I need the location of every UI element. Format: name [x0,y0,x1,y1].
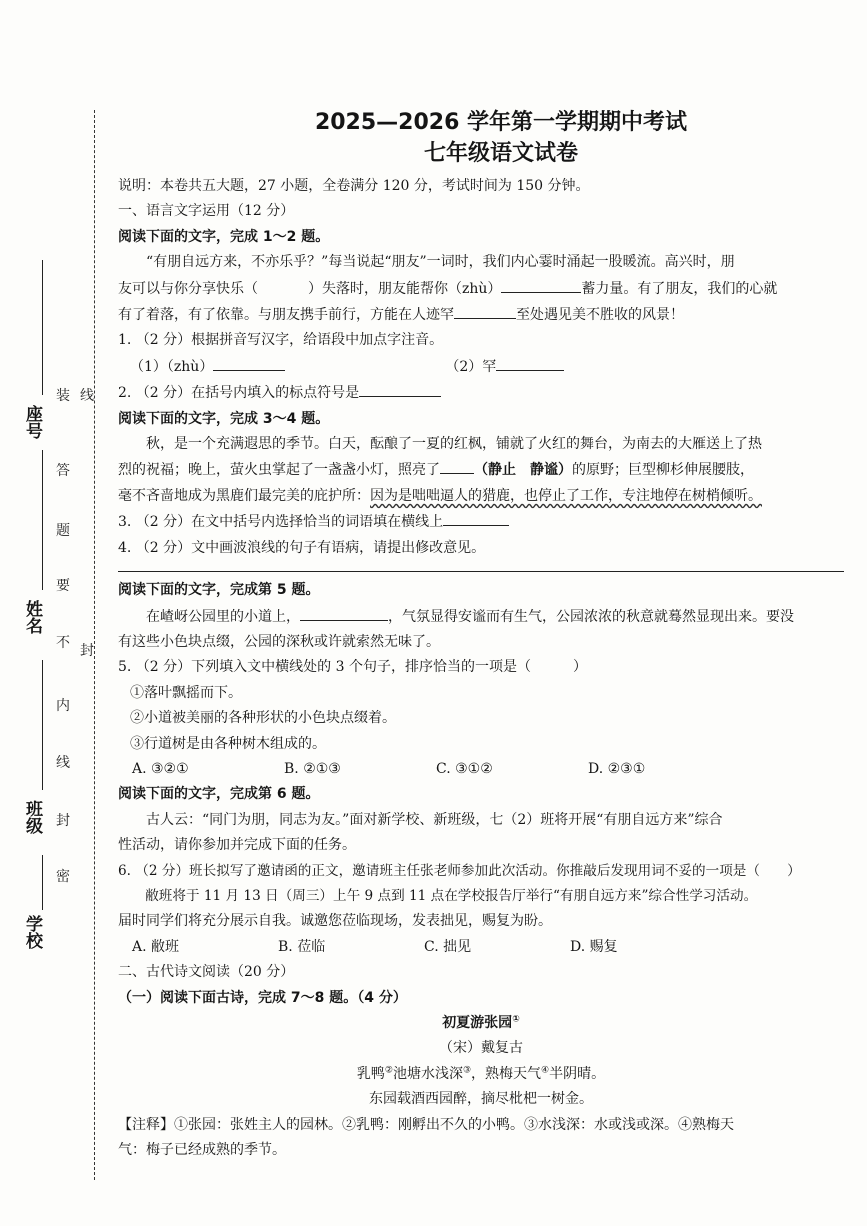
answer-blank[interactable] [213,354,285,371]
school-underline [42,855,43,910]
option-b[interactable]: B. 莅临 [278,938,326,955]
poem-title: 初夏游张园① [442,1014,520,1031]
school-field[interactable] [22,915,56,949]
passage1-line: 有了着落，有了依靠。与朋友携手前行，方能在人迹罕 至处遇见美不胜收的风景！ [118,302,844,328]
wavy-sentence: 因为是咄咄逼人的猎鹿，也停止了工作，专注地停在树梢倾听。 [370,487,762,504]
reading1-prompt: 阅读下面的文字，完成 1～2 题。 [118,228,330,245]
instructions: 说明：本卷共五大题，27 小题，全卷满分 120 分，考试时间为 150 分钟。 [118,178,590,194]
answer-blank[interactable] [496,354,564,371]
passage4-line: 古人云：“同门为朋，同志为友。”面对新学校、新班级，七（2）班将开展“有朋自远方来”综合 [146,811,723,828]
footnote-mark: ① [512,1014,520,1025]
invitation-line: 敝班将于 11 月 13 日（周三）上午 9 点到 11 点在学校报告厅举行“有朋自远方来”综合性学习活动。 [145,887,758,904]
question-2: 2. （2 分）在括号内填入的标点符号是 [118,380,844,406]
poem-author: （宋）戴复古 [439,1040,523,1057]
passage1-line: 友可以与你分享快乐（ ）失落时，朋友能帮你（zhù） 蓄力量。有了朋友，我们的心就 [118,276,844,302]
answer-blank[interactable] [443,509,509,526]
question-1: 1. （2 分）根据拼音写汉字，给语段中加点字注音。 [118,332,444,349]
passage2-line: 秋，是一个充满遐思的季节。白天，酝酿了一夏的红枫，铺就了火红的舞台，为南去的大雁送上了热 [146,436,762,453]
option-a[interactable]: A. 敝班 [132,938,180,955]
option-c[interactable]: C. ③①② [436,760,493,777]
option-d[interactable]: D. 赐复 [570,938,618,955]
question-5-item: ③行道树是由各种树木组成的。 [130,735,326,752]
answer-blank[interactable] [454,302,516,319]
section-divider [118,571,844,572]
option-d[interactable]: D. ②③① [588,760,646,777]
seal-char: 答 [56,463,70,479]
binding-dashed-line [94,110,95,1180]
seal-char: 封 [56,813,70,829]
question-5: 5. （2 分）下列填入文中横线处的 3 个句子，排序恰当的一项是（ ） [118,659,587,676]
passage4-line: 性活动，请你参加并完成下面的任务。 [118,837,356,854]
section2-heading: 二、古代诗文阅读（20 分） [118,964,295,981]
name-underline [42,450,43,590]
seal-char: 封 [80,643,94,659]
seal-char: 要 [56,578,70,594]
reading2-prompt: 阅读下面的文字，完成 3～4 题。 [118,410,330,427]
class-label: 班级 [22,800,42,834]
option-c[interactable]: C. 拙见 [424,938,472,955]
name-label: 姓名 [22,600,42,634]
question-5-item: ②小道被美丽的各种形状的小色块点缀着。 [130,710,396,727]
passage3-line: 有这些小色块点缀，公园的深秋或许就索然无味了。 [118,633,440,650]
passage2-line: 毫不吝啬地成为黑鹿们最完美的庇护所：因为是咄咄逼人的猎鹿，也停止了工作，专注地停在树梢倾听。 [118,487,762,504]
question-5-item: ①落叶飘摇而下。 [130,684,242,701]
seal-char: 题 [56,523,70,539]
reading3-prompt: 阅读下面的文字，完成第 5 题。 [118,582,320,599]
exam-paper [118,108,844,1163]
seat-field[interactable] [22,405,56,439]
passage3-line: 在嵖岈公园里的小道上， ，气氛显得安谧而有生气，公园浓浓的秋意就蓦然显现出来。要没 [118,604,844,630]
reading4-prompt: 阅读下面的文字，完成第 6 题。 [118,786,320,803]
passage2-line: 烈的祝福；晚上，萤火虫掌起了一盏盏小灯，照亮了 （静止 静谧）的原野；巨型柳杉伸展腰肢， [118,457,844,483]
option-a[interactable]: A. ③②① [132,760,189,777]
exam-subtitle: 七年级语文试卷 [423,141,578,166]
question-1-parts: （1）（zhù） （2）罕 [118,354,844,380]
name-field[interactable] [22,600,56,634]
exam-title: 2025—2026 学年第一学期期中考试 [314,110,688,135]
seal-char: 密 [56,869,70,885]
passage1-line: “有朋自远方来，不亦乐乎？”每当说起“朋友”一词时，我们内心霎时涌起一股暖流。高兴时，朋 [146,254,735,271]
question-4: 4. （2 分）文中画波浪线的句子有语病，请提出修改意见。 [118,539,486,556]
seat-label: 座号 [22,405,42,439]
seat-underline [42,260,43,395]
answer-blank[interactable] [359,380,441,397]
question-3: 3. （2 分）在文中括号内选择恰当的词语填在横线上 [118,509,844,535]
seal-char: 线 [80,388,94,404]
seal-char: 装 [56,388,70,404]
question-6: 6. （2 分）班长拟写了邀请函的正文，邀请班主任张老师参加此次活动。你推敲后发现用词不妥的一项是（ ） [118,862,801,879]
school-label: 学校 [22,915,42,949]
poem-notes: 气：梅子已经成熟的季节。 [118,1142,286,1159]
poem-notes: 【注释】①张园：张姓主人的园林。②乳鸭：刚孵出不久的小鸭。③水浅深：水或浅或深。④熟梅天 [118,1116,734,1133]
seal-char: 线 [56,755,70,771]
question-6-options [118,935,844,960]
seal-char: 不 [56,635,70,651]
answer-blank[interactable] [501,276,581,293]
poem-line: 乳鸭②池塘水浅深③，熟梅天气④半阴晴。 [356,1065,606,1082]
class-field[interactable] [22,800,56,834]
question-5-options [118,757,844,782]
answer-blank[interactable] [440,457,474,474]
binding-margin [0,0,110,1226]
section1-heading: 一、语言文字运用（12 分） [118,203,295,220]
answer-blank[interactable] [300,604,388,621]
class-underline [42,660,43,790]
invitation-line: 届时同学们将充分展示自我。诚邀您莅临现场，发表拙见，赐复为盼。 [118,913,552,930]
poem-line: 东园载酒西园醉，摘尽枇杷一树金。 [369,1091,593,1108]
option-b[interactable]: B. ②①③ [284,760,341,777]
seal-char: 内 [56,698,70,714]
poem-prompt: （一）阅读下面古诗，完成 7～8 题。（4 分） [118,989,407,1006]
